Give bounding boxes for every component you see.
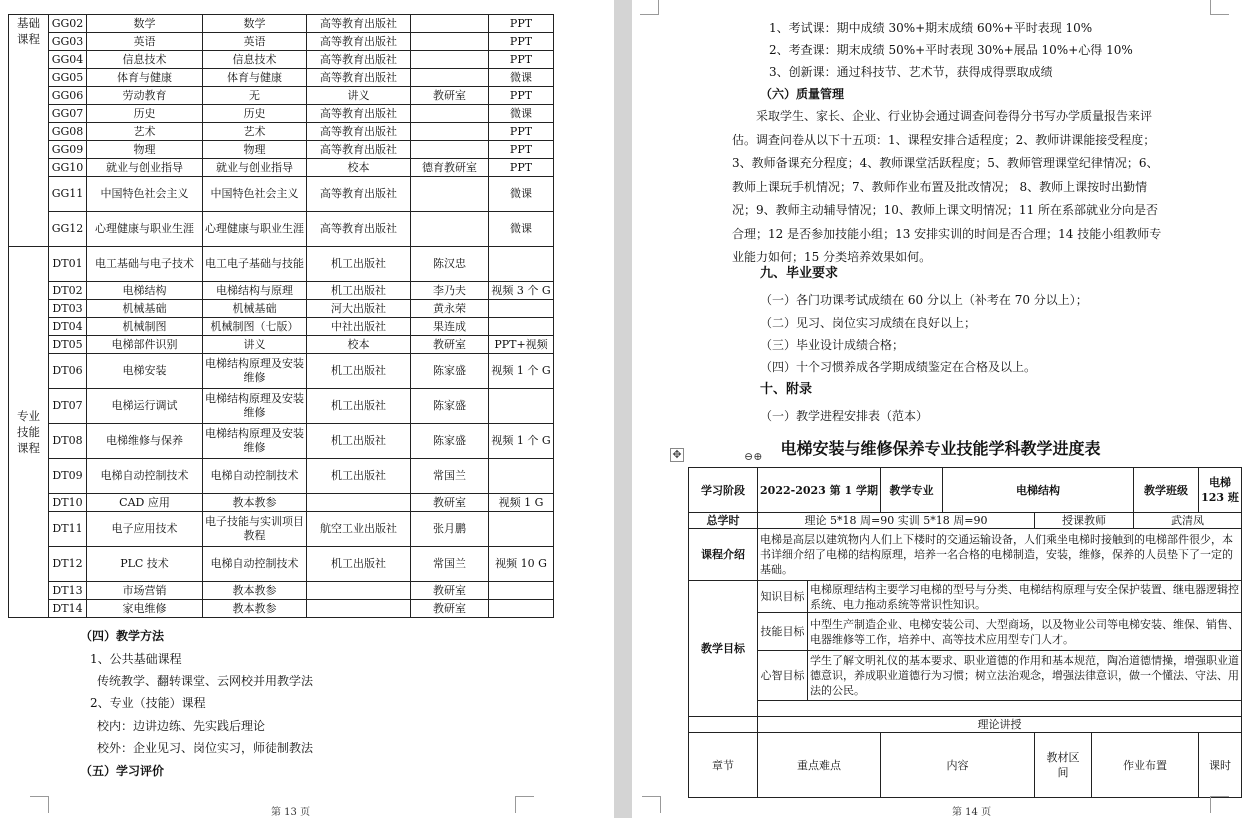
course-name-cell: 心理健康与职业生涯 xyxy=(87,212,203,247)
publisher-cell: 校本 xyxy=(307,336,411,354)
quality-heading: （六）质量管理 xyxy=(760,87,845,101)
publisher-cell xyxy=(307,600,411,618)
course-name-cell: 电梯部件识别 xyxy=(87,336,203,354)
publisher-cell: 机工出版社 xyxy=(307,424,411,459)
course-name-cell: 英语 xyxy=(87,33,203,51)
resource-cell: PPT xyxy=(489,33,554,51)
course-code-cell: GG08 xyxy=(49,123,87,141)
appendix-item: （一）教学进程安排表（范本） xyxy=(760,409,929,423)
textbook-cell: 艺术 xyxy=(203,123,307,141)
editor-cell: 常国兰 xyxy=(411,459,489,494)
textbook-cell: 历史 xyxy=(203,105,307,123)
course-code-cell: DT07 xyxy=(49,389,87,424)
table-row xyxy=(9,318,554,336)
textbook-cell: 机械制图（七版） xyxy=(203,318,307,336)
textbook-cell: 教本教参 xyxy=(203,582,307,600)
public-course-methods: 传统教学、翻转课堂、云网校并用教学法 xyxy=(97,674,314,688)
resource-cell: 微课 xyxy=(489,177,554,212)
textbook-cell: 电梯结构与原理 xyxy=(203,282,307,300)
resource-cell: 微课 xyxy=(489,212,554,247)
semester-value: 2022-2023 第 1 学期 xyxy=(758,468,881,513)
table-row xyxy=(9,141,554,159)
course-code-cell: GG05 xyxy=(49,69,87,87)
resource-cell xyxy=(489,512,554,547)
section-5-heading: （五）学习评价 xyxy=(80,764,165,778)
table-row xyxy=(9,247,554,282)
textbook-cell: 中国特色社会主义 xyxy=(203,177,307,212)
textbook-cell: 电梯自动控制技术 xyxy=(203,547,307,582)
col-hours: 课时 xyxy=(1199,733,1242,798)
publisher-cell: 中社出版社 xyxy=(307,318,411,336)
blank-cell xyxy=(689,717,758,733)
col-content: 内容 xyxy=(881,733,1035,798)
table-row xyxy=(9,33,554,51)
course-code-cell: DT14 xyxy=(49,600,87,618)
textbook-cell: 信息技术 xyxy=(203,51,307,69)
goal-label: 教学目标 xyxy=(689,581,758,717)
editor-cell: 张月鹏 xyxy=(411,512,489,547)
publisher-cell: 高等教育出版社 xyxy=(307,51,411,69)
course-code-cell: DT05 xyxy=(49,336,87,354)
crop-mark xyxy=(30,796,49,813)
table-row xyxy=(9,336,554,354)
editor-cell: 陈汉忠 xyxy=(411,247,489,282)
resource-cell xyxy=(489,600,554,618)
table-row xyxy=(9,582,554,600)
table-row xyxy=(9,212,554,247)
course-name-cell: PLC 技术 xyxy=(87,547,203,582)
textbook-cell: 电梯结构原理及安装维修 xyxy=(203,354,307,389)
resource-cell: 视频 10 G xyxy=(489,547,554,582)
course-code-cell: DT10 xyxy=(49,494,87,512)
quality-line: 3、教师备课充分程度；4、教师课堂活跃程度；5、教师管理课堂纪律情况；6、 xyxy=(732,156,1159,170)
publisher-cell: 机工出版社 xyxy=(307,247,411,282)
grad-item-4: （四）十个习惯养成各学期成绩鉴定在合格及以上。 xyxy=(760,360,1037,374)
page-number: 第 13 页 xyxy=(271,807,311,818)
editor-cell xyxy=(411,212,489,247)
table-row xyxy=(9,105,554,123)
skill-goal-label: 技能目标 xyxy=(758,613,808,651)
publisher-cell: 高等教育出版社 xyxy=(307,33,411,51)
course-code-cell: DT11 xyxy=(49,512,87,547)
editor-cell xyxy=(411,123,489,141)
intro-text: 电梯是高层以建筑物内人们上下楼时的交通运输设备，人们乘坐电梯时接触到的电梯部件很少，本书详细介绍了电梯的结构原理，培养一名合格的电梯制造，安装，维修，保养的人员垫下了一定的基础。 xyxy=(758,529,1242,581)
course-name-cell: 艺术 xyxy=(87,123,203,141)
course-name-cell: 物理 xyxy=(87,141,203,159)
course-code-cell: GG10 xyxy=(49,159,87,177)
crop-mark xyxy=(1210,796,1229,813)
publisher-cell: 高等教育出版社 xyxy=(307,212,411,247)
hours-value: 理论 5*18 周=90 实训 5*18 周=90 xyxy=(758,513,1035,529)
mind-goal-text: 学生了解文明礼仪的基本要求、职业道德的作用和基本规范，陶冶道德情操，增强职业道德意识，养成职业道德行为习惯；树立法治观念，增强法律意识，做一个懂法、守法、用法的公民。 xyxy=(808,651,1242,701)
editor-cell: 德育教研室 xyxy=(411,159,489,177)
skill-goal-text: 中型生产制造企业、电梯安装公司、大型商场，以及物业公司等电梯安装、维保、销售、电器维修等工作，培养中、高等技术应用型专门人才。 xyxy=(808,613,1242,651)
editor-cell: 教研室 xyxy=(411,494,489,512)
table-row xyxy=(9,494,554,512)
resource-cell: 视频 3 个 G xyxy=(489,282,554,300)
editor-cell xyxy=(411,33,489,51)
course-code-cell: DT01 xyxy=(49,247,87,282)
editor-cell: 果连成 xyxy=(411,318,489,336)
category-cell: 专业技能课程 xyxy=(9,247,49,618)
table-row xyxy=(9,51,554,69)
resource-cell: PPT xyxy=(489,123,554,141)
course-code-cell: DT04 xyxy=(49,318,87,336)
class-label: 教学班级 xyxy=(1134,468,1199,513)
textbook-cell: 数学 xyxy=(203,15,307,33)
crop-mark xyxy=(1210,0,1229,15)
course-code-cell: GG03 xyxy=(49,33,87,51)
table-row xyxy=(9,512,554,547)
crop-mark xyxy=(642,796,661,813)
publisher-cell: 河大出版社 xyxy=(307,300,411,318)
course-code-cell: GG06 xyxy=(49,87,87,105)
course-name-cell: 市场营销 xyxy=(87,582,203,600)
table-row xyxy=(9,389,554,424)
course-name-cell: 电梯安装 xyxy=(87,354,203,389)
intro-label: 课程介绍 xyxy=(689,529,758,581)
col-chapter: 章节 xyxy=(689,733,758,798)
resource-cell xyxy=(489,247,554,282)
hours-label: 总学时 xyxy=(689,513,758,529)
col-textbook-range xyxy=(1035,733,1092,798)
resource-cell: PPT xyxy=(489,15,554,33)
textbook-cell: 电子技能与实训项目教程 xyxy=(203,512,307,547)
table-move-handle-icon[interactable]: ✥ xyxy=(670,448,684,462)
course-code-cell: DT08 xyxy=(49,424,87,459)
publisher-cell: 高等教育出版社 xyxy=(307,123,411,141)
publisher-cell: 航空工业出版社 xyxy=(307,512,411,547)
editor-cell xyxy=(411,15,489,33)
resource-cell xyxy=(489,582,554,600)
publisher-cell xyxy=(307,582,411,600)
page-number: 第 14 页 xyxy=(952,807,992,818)
course-name-cell: 机械基础 xyxy=(87,300,203,318)
course-name-cell: 家电维修 xyxy=(87,600,203,618)
editor-cell: 教研室 xyxy=(411,336,489,354)
course-name-cell: 劳动教育 xyxy=(87,87,203,105)
course-code-cell: GG11 xyxy=(49,177,87,212)
table-resize-handles-icon[interactable]: ⊖⊕ xyxy=(744,450,763,463)
textbook-cell: 体育与健康 xyxy=(203,69,307,87)
publisher-cell: 机工出版社 xyxy=(307,354,411,389)
table-row xyxy=(9,87,554,105)
course-name-cell: 历史 xyxy=(87,105,203,123)
resource-cell: PPT xyxy=(489,159,554,177)
resource-cell xyxy=(489,459,554,494)
grad-item-2: （二）见习、岗位实习成绩在良好以上； xyxy=(760,316,977,330)
crop-mark xyxy=(640,0,659,15)
publisher-cell: 高等教育出版社 xyxy=(307,15,411,33)
table-row xyxy=(9,159,554,177)
course-name-cell: 电梯运行调试 xyxy=(87,389,203,424)
textbook-cell: 心理健康与职业生涯 xyxy=(203,212,307,247)
category-cell: 基础课程 xyxy=(9,15,49,247)
course-name-cell: 电梯结构 xyxy=(87,282,203,300)
course-code-cell: DT02 xyxy=(49,282,87,300)
course-code-cell: DT12 xyxy=(49,547,87,582)
publisher-cell: 校本 xyxy=(307,159,411,177)
publisher-cell: 高等教育出版社 xyxy=(307,69,411,87)
section-4-heading: （四）教学方法 xyxy=(80,629,165,643)
textbook-cell: 物理 xyxy=(203,141,307,159)
editor-cell: 教研室 xyxy=(411,87,489,105)
page-14 xyxy=(632,0,1249,818)
resource-cell xyxy=(489,318,554,336)
col-key-points: 重点难点 xyxy=(758,733,881,798)
course-name-cell: 机械制图 xyxy=(87,318,203,336)
publisher-cell: 高等教育出版社 xyxy=(307,105,411,123)
pro-course-out-school: 校外：企业见习、岗位实习，师徒制教法 xyxy=(97,741,314,755)
textbook-cell: 就业与创业指导 xyxy=(203,159,307,177)
course-name-cell: 中国特色社会主义 xyxy=(87,177,203,212)
textbook-cell: 电工电子基础与技能 xyxy=(203,247,307,282)
quality-line: 合理；12 是否参加技能小组；13 安排实训的时间是否合理；14 技能小组教师专 xyxy=(732,226,1162,241)
table-row xyxy=(9,459,554,494)
table-row xyxy=(9,547,554,582)
course-code-cell: GG09 xyxy=(49,141,87,159)
publisher-cell: 高等教育出版社 xyxy=(307,141,411,159)
resource-cell: 微课 xyxy=(489,69,554,87)
table-row xyxy=(9,300,554,318)
major-label: 教学专业 xyxy=(881,468,943,513)
quality-line: 业能力如何；15 分类培养效果如何。 xyxy=(732,250,932,264)
eval-item-2: 2、考查课：期末成绩 50%+平时表现 30%+展品 10%+心得 10% xyxy=(769,43,1133,57)
course-code-cell: DT03 xyxy=(49,300,87,318)
course-code-cell: DT09 xyxy=(49,459,87,494)
editor-cell xyxy=(411,105,489,123)
quality-paragraph xyxy=(732,105,1202,270)
quality-line: 采取学生、家长、企业、行业协会通过调查问卷得分书写办学质量报告来评 xyxy=(756,109,1153,123)
page-gutter xyxy=(614,0,632,818)
blank-row xyxy=(758,701,1242,717)
eval-item-3: 3、创新课：通过科技节、艺术节，获得成得票取成绩 xyxy=(769,65,1053,79)
textbook-cell: 无 xyxy=(203,87,307,105)
textbook-cell: 教本教参 xyxy=(203,600,307,618)
col-textbook-range-label: 教材区间 xyxy=(1046,751,1080,779)
grad-item-3: （三）毕业设计成绩合格； xyxy=(760,338,905,352)
pro-course-heading: 2、专业（技能）课程 xyxy=(90,696,206,710)
table-row xyxy=(9,15,554,33)
knowledge-goal-text: 电梯原理结构主要学习电梯的型号与分类、电梯结构原理与安全保护装置、继电器逻辑控系统、电力拖动系统等常识性知识。 xyxy=(808,581,1242,613)
editor-cell: 李乃夫 xyxy=(411,282,489,300)
table-row xyxy=(9,424,554,459)
resource-cell: PPT xyxy=(489,141,554,159)
knowledge-goal-label: 知识目标 xyxy=(758,581,808,613)
publisher-cell xyxy=(307,494,411,512)
publisher-cell: 机工出版社 xyxy=(307,459,411,494)
course-code-cell: GG04 xyxy=(49,51,87,69)
stage-label: 学习阶段 xyxy=(689,468,758,513)
course-code-cell: GG02 xyxy=(49,15,87,33)
course-name-cell: 电梯维修与保养 xyxy=(87,424,203,459)
table-row xyxy=(9,282,554,300)
table-row xyxy=(9,354,554,389)
textbook-cell: 电梯结构原理及安装维修 xyxy=(203,424,307,459)
course-code-cell: GG12 xyxy=(49,212,87,247)
textbook-cell: 英语 xyxy=(203,33,307,51)
resource-cell: 视频 1 G xyxy=(489,494,554,512)
public-course-heading: 1、公共基础课程 xyxy=(90,652,182,666)
textbook-cell: 教本教参 xyxy=(203,494,307,512)
section-9-heading: 九、毕业要求 xyxy=(760,266,839,281)
course-name-cell: 信息技术 xyxy=(87,51,203,69)
course-name-cell: 数学 xyxy=(87,15,203,33)
textbook-cell: 电梯自动控制技术 xyxy=(203,459,307,494)
editor-cell xyxy=(411,141,489,159)
quality-line: 教师上课玩手机情况；7、教师作业布置及批改情况； 8、教师上课按时出勤情 xyxy=(732,179,1148,194)
editor-cell: 陈家盛 xyxy=(411,389,489,424)
course-code-cell: GG07 xyxy=(49,105,87,123)
resource-cell xyxy=(489,300,554,318)
plan-table xyxy=(688,467,1242,798)
table-row xyxy=(9,600,554,618)
resource-cell: PPT xyxy=(489,87,554,105)
editor-cell xyxy=(411,177,489,212)
quality-line: 估。调查问卷从以下十五项：1、课程安排合适程度；2、教师讲课能接受程度； xyxy=(732,132,1156,147)
publisher-cell: 机工出版社 xyxy=(307,282,411,300)
section-10-heading: 十、附录 xyxy=(760,382,813,397)
textbook-cell: 电梯结构原理及安装维修 xyxy=(203,389,307,424)
resource-cell: 视频 1 个 G xyxy=(489,354,554,389)
course-name-cell: 电梯自动控制技术 xyxy=(87,459,203,494)
textbook-cell: 机械基础 xyxy=(203,300,307,318)
class-value: 电梯 123 班 xyxy=(1199,468,1242,513)
resource-cell xyxy=(489,389,554,424)
resource-cell: PPT+视频 xyxy=(489,336,554,354)
publisher-cell: 机工出版社 xyxy=(307,389,411,424)
col-homework: 作业布置 xyxy=(1092,733,1199,798)
editor-cell: 陈家盛 xyxy=(411,424,489,459)
eval-item-1: 1、考试课：期中成绩 30%+期末成绩 60%+平时表现 10% xyxy=(769,21,1093,35)
course-table xyxy=(8,14,554,618)
crop-mark xyxy=(515,796,534,813)
resource-cell: PPT xyxy=(489,51,554,69)
course-name-cell: 电工基础与电子技术 xyxy=(87,247,203,282)
pro-course-in-school: 校内：边讲边练、先实践后理论 xyxy=(97,719,266,733)
course-code-cell: DT13 xyxy=(49,582,87,600)
table-row xyxy=(9,69,554,87)
teacher-label: 授课教师 xyxy=(1035,513,1134,529)
editor-cell: 常国兰 xyxy=(411,547,489,582)
course-value: 电梯结构 xyxy=(943,468,1134,513)
theory-label: 理论讲授 xyxy=(758,717,1242,733)
textbook-cell: 讲义 xyxy=(203,336,307,354)
plan-table-title: 电梯安装与维修保养专业技能学科教学进度表 xyxy=(780,439,1101,458)
course-name-cell: CAD 应用 xyxy=(87,494,203,512)
publisher-cell: 高等教育出版社 xyxy=(307,177,411,212)
resource-cell: 微课 xyxy=(489,105,554,123)
course-name-cell: 就业与创业指导 xyxy=(87,159,203,177)
editor-cell: 教研室 xyxy=(411,582,489,600)
publisher-cell: 机工出版社 xyxy=(307,547,411,582)
teacher-value: 武清凤 xyxy=(1134,513,1242,529)
mind-goal-label: 心智目标 xyxy=(758,651,808,701)
editor-cell xyxy=(411,51,489,69)
course-name-cell: 电子应用技术 xyxy=(87,512,203,547)
publisher-cell: 讲义 xyxy=(307,87,411,105)
editor-cell: 黄永荣 xyxy=(411,300,489,318)
course-name-cell: 体育与健康 xyxy=(87,69,203,87)
course-code-cell: DT06 xyxy=(49,354,87,389)
page-13 xyxy=(0,0,614,818)
resource-cell: 视频 1 个 G xyxy=(489,424,554,459)
table-row xyxy=(9,177,554,212)
table-row xyxy=(9,123,554,141)
quality-line: 况；9、教师主动辅导情况；10、教师上课文明情况；11 所在系部就业分向是否 xyxy=(732,203,1158,217)
editor-cell xyxy=(411,69,489,87)
editor-cell: 陈家盛 xyxy=(411,354,489,389)
grad-item-1: （一）各门功课考试成绩在 60 分以上（补考在 70 分以上）； xyxy=(760,293,1088,307)
editor-cell: 教研室 xyxy=(411,600,489,618)
